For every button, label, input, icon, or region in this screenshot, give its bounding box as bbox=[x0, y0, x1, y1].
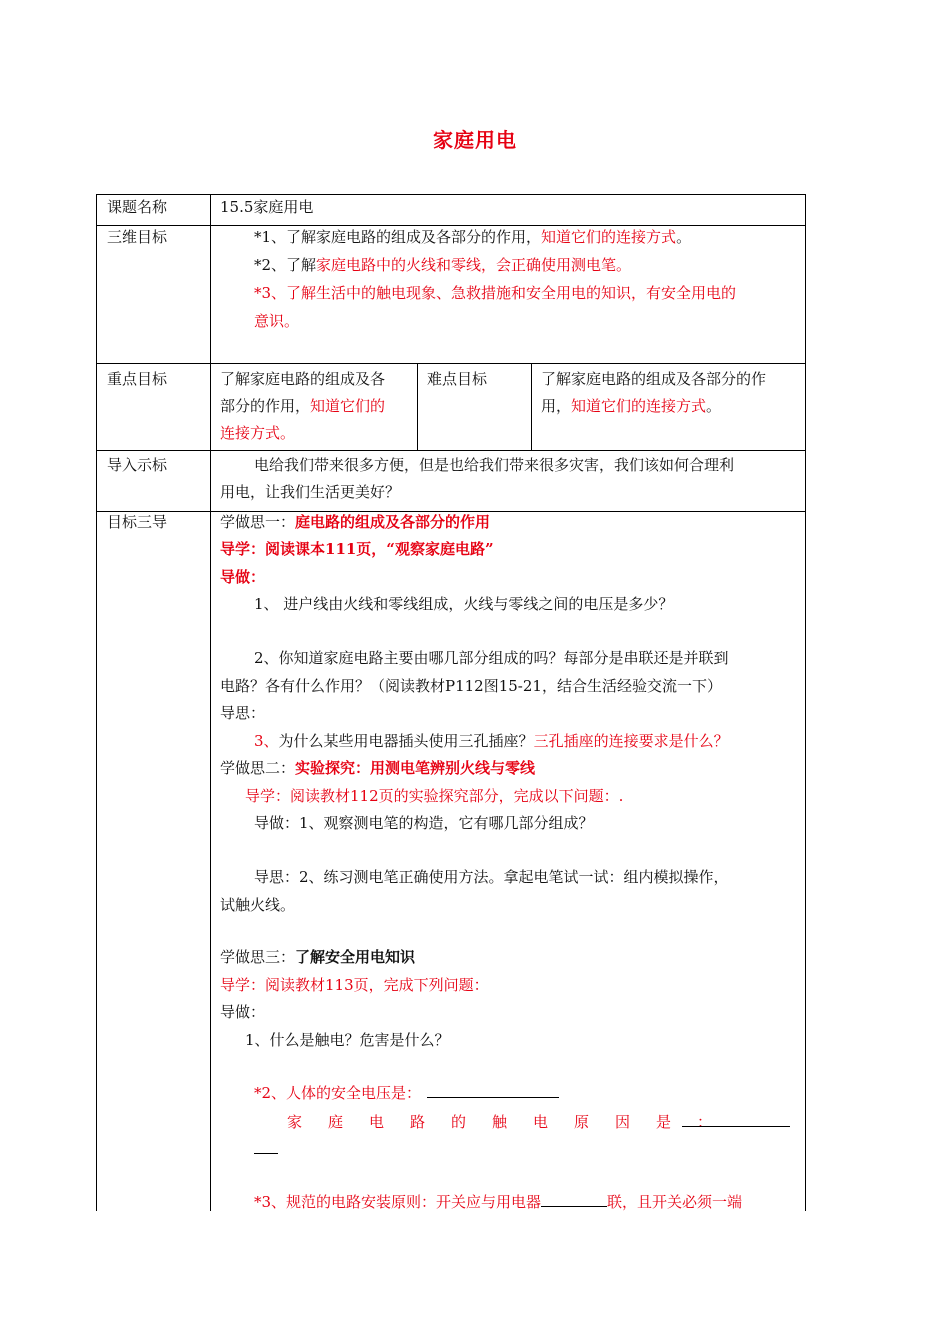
answer-blank[interactable] bbox=[682, 1112, 790, 1127]
answer-blank[interactable] bbox=[254, 1139, 278, 1154]
key-goal-highlight: 知道它们的 bbox=[310, 397, 386, 415]
section-1-prefix: 学做思一： bbox=[220, 513, 296, 531]
difficult-goal-label: 难点目标 bbox=[427, 370, 488, 388]
section-3-question-2-text: *2、人体的安全电压是： bbox=[254, 1084, 422, 1102]
section-2-heading bbox=[220, 758, 535, 778]
intro-label: 导入示标 bbox=[107, 456, 168, 474]
goal-2-prefix: *2、了解 bbox=[254, 256, 317, 274]
section-3-question-2 bbox=[254, 1083, 559, 1103]
goal-1-text: *1、了解家庭电路的组成及各部分的作用， bbox=[254, 228, 542, 246]
answer-blank[interactable] bbox=[541, 1192, 607, 1207]
section-3-question-3 bbox=[254, 1192, 742, 1212]
lesson-plan-table bbox=[96, 194, 806, 1211]
section-1-question-2-line-2: 电路？各有什么作用？（阅读教材P112图15-21，结合生活经验交流一下） bbox=[220, 677, 722, 695]
topic-value: 15.5家庭用电 bbox=[220, 198, 314, 216]
answer-blank[interactable] bbox=[427, 1083, 559, 1098]
section-2-study: 导学：阅读教材112页的实验探究部分，完成以下问题：. bbox=[245, 787, 624, 805]
goal-2-highlight: 家庭电路中的火线和零线，会正确使用测电笔。 bbox=[316, 256, 632, 274]
section-1-think: 导思： bbox=[220, 704, 266, 722]
section-1-heading bbox=[220, 512, 490, 532]
section-1-question-3 bbox=[254, 731, 729, 751]
difficult-goal-line-2 bbox=[541, 396, 721, 416]
section-3-prefix: 学做思三： bbox=[220, 948, 296, 966]
goal-1-highlight: 知道它们的连接方式 bbox=[541, 228, 677, 246]
section-2-title: 实验探究：用测电笔辨别火线与零线 bbox=[295, 759, 536, 777]
section-1-question-3-text: 为什么某些用电器插头使用三孔插座？ bbox=[278, 732, 534, 750]
goal-1-end: 。 bbox=[676, 228, 692, 246]
cause-blank-continuation bbox=[254, 1139, 278, 1159]
cause-blank-line bbox=[682, 1112, 790, 1132]
column-divider bbox=[210, 195, 211, 1211]
section-1-question-3-number: 3、 bbox=[254, 732, 279, 750]
goals-label: 三维目标 bbox=[107, 228, 168, 246]
section-2-do: 导做：1、观察测电笔的构造，它有哪几部分组成？ bbox=[254, 814, 594, 832]
topic-label: 课题名称 bbox=[107, 198, 168, 216]
section-3-question-3-tail: 联，且开关必须一端 bbox=[607, 1193, 743, 1211]
goal-1 bbox=[254, 227, 691, 247]
guide-label: 目标三导 bbox=[107, 513, 168, 531]
section-1-study: 导学：阅读课本111页，“观察家庭电路” bbox=[220, 540, 494, 558]
column-divider bbox=[417, 363, 418, 450]
section-3-cause: 家庭电路的触电原因是： bbox=[287, 1113, 739, 1131]
section-1-question-2-line-1: 2、你知道家庭电路主要由哪几部分组成的吗？每部分是串联还是并联到 bbox=[254, 649, 729, 667]
difficult-goal-text: 用， bbox=[541, 397, 572, 415]
section-1-title: 庭电路的组成及各部分的作用 bbox=[295, 513, 491, 531]
page-title: 家庭用电 bbox=[433, 128, 517, 152]
goal-3-line-2: 意识。 bbox=[254, 312, 300, 330]
column-divider bbox=[531, 363, 532, 450]
section-3-study: 导学：阅读教材113页，完成下列问题： bbox=[220, 976, 489, 994]
section-3-title: 了解安全用电知识 bbox=[295, 948, 416, 966]
row-divider bbox=[97, 450, 805, 451]
intro-line-1: 电给我们带来很多方便，但是也给我们带来很多灾害，我们该如何合理利 bbox=[254, 456, 735, 474]
row-divider bbox=[97, 225, 805, 226]
section-3-heading bbox=[220, 947, 415, 967]
section-2-think-line-2: 试触火线。 bbox=[220, 896, 296, 914]
intro-line-2: 用电，让我们生活更美好？ bbox=[220, 483, 401, 501]
goal-3-line-1: *3、了解生活中的触电现象、急救措施和安全用电的知识，有安全用电的 bbox=[254, 284, 737, 302]
key-goal-line-2 bbox=[220, 396, 385, 416]
difficult-goal-end: 。 bbox=[706, 397, 722, 415]
goal-2 bbox=[254, 255, 631, 275]
key-goal-line-1: 了解家庭电路的组成及各 bbox=[220, 370, 386, 388]
key-goal-text: 部分的作用， bbox=[220, 397, 311, 415]
key-goal-label: 重点目标 bbox=[107, 370, 168, 388]
key-goal-line-3: 连接方式。 bbox=[220, 424, 296, 442]
section-2-think-line-1: 导思：2、练习测电笔正确使用方法。拿起电笔试一试：组内模拟操作， bbox=[254, 868, 729, 886]
section-3-question-1: 1、什么是触电？危害是什么？ bbox=[245, 1031, 450, 1049]
section-2-prefix: 学做思二： bbox=[220, 759, 296, 777]
difficult-goal-highlight: 知道它们的连接方式 bbox=[571, 397, 707, 415]
section-3-question-3-text: *3、规范的电路安装原则：开关应与用电器 bbox=[254, 1193, 542, 1211]
section-1-question-1: 1、 进户线由火线和零线组成，火线与零线之间的电压是多少？ bbox=[254, 595, 674, 613]
row-divider bbox=[97, 363, 805, 364]
section-1-do: 导做： bbox=[220, 568, 266, 586]
section-1-question-3-highlight: 三孔插座的连接要求是什么？ bbox=[533, 732, 729, 750]
difficult-goal-line-1: 了解家庭电路的组成及各部分的作 bbox=[541, 370, 767, 388]
section-3-do: 导做： bbox=[220, 1003, 266, 1021]
